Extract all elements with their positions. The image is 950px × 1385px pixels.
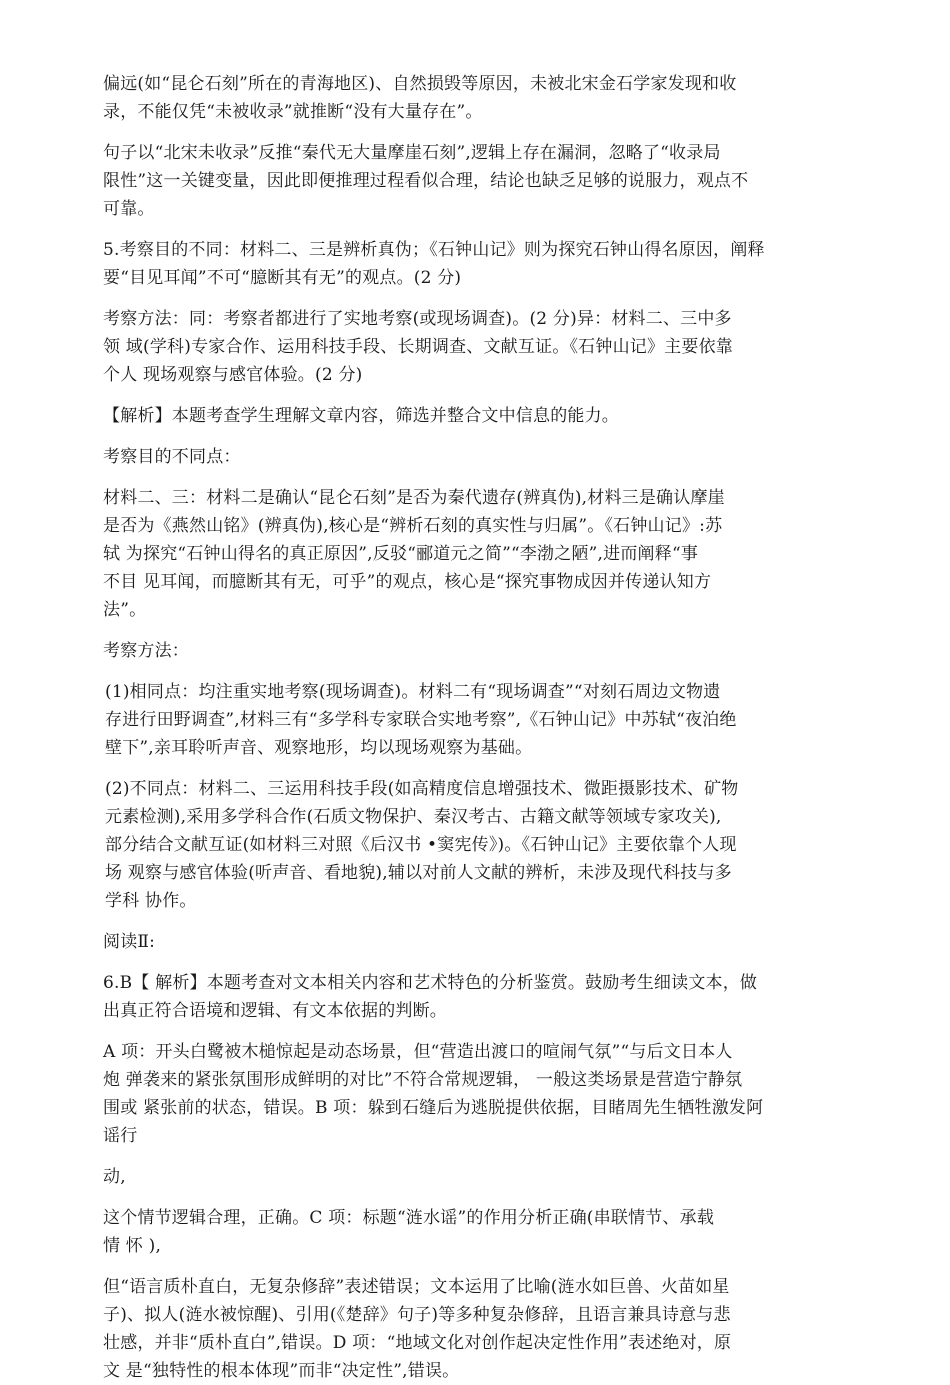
paragraph-kunlun-note	[103, 70, 854, 126]
text-line: 可靠。	[103, 199, 155, 219]
text-line: A 项：开头白鹭被木槌惊起是动态场景，但“营造出渡口的喧闹气氛”“与后文日本人	[103, 1042, 733, 1062]
text-line: 【解析】本题考查学生理解文章内容，筛选并整合文中信息的能力。	[103, 406, 619, 426]
paragraph-option-c	[103, 1204, 854, 1260]
text-line: (2)不同点：材料二、三运用科技手段(如高精度信息增强技术、微距摄影技术、矿物	[105, 779, 739, 799]
paragraph-analysis-heading	[103, 402, 854, 430]
text-line: 壮感，并非“质朴直白”,错误。D 项：“地域文化对创作起决定性作用”表述绝对，原	[103, 1333, 732, 1353]
text-line: (1)相同点：均注重实地考察(现场调查)。材料二有“现场调查”“对刻石周边文物遗	[105, 682, 721, 702]
text-line: 录，不能仅凭“未被收录”就推断“没有大量存在”。	[103, 102, 483, 122]
text-line: 炮 弹袭来的紧张氛围形成鲜明的对比”不符合常规逻辑， 一般这类场景是营造宁静氛	[103, 1070, 743, 1090]
text-line: 个人 现场观察与感官体验。(2 分)	[103, 365, 363, 385]
text-line: 偏远(如“昆仑石刻”所在的青海地区)、自然损毁等原因，未被北宋金石学家发现和收	[103, 74, 737, 94]
text-line: 情 怀 ),	[103, 1236, 162, 1256]
paragraph-question-6	[103, 969, 854, 1025]
text-line: 阅读Ⅱ:	[103, 932, 156, 952]
paragraph-method-heading	[103, 637, 854, 665]
text-line: 部分结合文献互证(如材料三对照《后汉书 •窦宪传》)。《石钟山记》主要依靠个人现	[105, 835, 737, 855]
paragraph-reading-2-heading	[103, 928, 854, 956]
text-line: 子)、拟人(涟水被惊醒)、引用(《楚辞》句子)等多种复杂修辞，且语言兼具诗意与悲	[103, 1305, 731, 1325]
paragraph-option-a-b	[103, 1038, 854, 1150]
text-line: 但“语言质朴直白，无复杂修辞”表述错误；文本运用了比喻(涟水如巨兽、火苗如星	[103, 1277, 730, 1297]
text-line: 法”。	[103, 600, 147, 620]
paragraph-option-c-d	[103, 1273, 854, 1385]
text-line: 是否为《燕然山铭》(辨真伪),核心是“辨析石刻的真实性与归属”。《石钟山记》:苏	[103, 516, 723, 536]
paragraph-option-b-cont	[103, 1163, 854, 1191]
text-line: 考察目的不同点：	[103, 447, 241, 467]
paragraph-purpose-difference-heading	[103, 443, 854, 471]
text-line: 材料二、三：材料二是确认“昆仑石刻”是否为秦代遗存(辨真伪),材料三是确认摩崖	[103, 488, 725, 508]
paragraph-question-5-purpose	[103, 236, 854, 292]
paragraph-question-5-method	[103, 305, 854, 389]
text-line: 壁下”,亲耳聆听声音、观察地形，均以现场观察为基础。	[105, 738, 533, 758]
text-line: 轼 为探究“石钟山得名的真正原因”,反驳“郦道元之简”“李渤之陋”,进而阐释“事	[103, 544, 699, 564]
text-line: 学科 协作。	[105, 891, 197, 911]
text-line: 不目 见耳闻，而臆断其有无，可乎”的观点，核心是“探究事物成因并传递认知方	[103, 572, 712, 592]
text-line: 这个情节逻辑合理，正确。C 项：标题“涟水谣”的作用分析正确(串联情节、承载	[103, 1208, 715, 1228]
text-line: 要“目见耳闻”不可“臆断其有无”的观点。(2 分)	[103, 268, 462, 288]
text-line: 考察方法：同：考察者都进行了实地考察(或现场调查)。(2 分)异：材料二、三中多	[103, 309, 732, 329]
text-line: 存进行田野调查”,材料三有“多学科专家联合实地考察”,《石钟山记》中苏轼“夜泊绝	[105, 710, 737, 730]
text-line: 领 域(学科)专家合作、运用科技手段、长期调查、文献互证。《石钟山记》主要依靠	[103, 337, 733, 357]
paragraph-method-difference	[103, 775, 854, 915]
paragraph-logic-flaw	[103, 139, 854, 223]
text-line: 6.B【 解析】本题考查对文本相关内容和艺术特色的分析鉴赏。鼓励考生细读文本，做	[103, 973, 758, 993]
text-line: 场 观察与感官体验(听声音、看地貌),辅以对前人文献的辨析，未涉及现代科技与多	[105, 863, 732, 883]
text-line: 5.考察目的不同：材料二、三是辨析真伪；《石钟山记》则为探究石钟山得名原因，阐释	[103, 240, 765, 260]
text-line: 出真正符合语境和逻辑、有文本依据的判断。	[103, 1001, 447, 1021]
text-line: 元素检测),采用多学科合作(石质文物保护、秦汉考古、古籍文献等领域专家攻关),	[105, 807, 722, 827]
paragraph-method-similarity	[103, 678, 854, 762]
text-line: 围或 紧张前的状态，错误。B 项：躲到石缝后为逃脱提供依据，目睹周先生牺牲激发阿	[103, 1098, 764, 1118]
text-line: 动,	[103, 1167, 126, 1187]
text-line: 文 是“独特性的根本体现”而非“决定性”,错误。	[103, 1361, 460, 1381]
paragraph-purpose-difference	[103, 484, 854, 624]
text-line: 限性”这一关键变量，因此即便推理过程看似合理，结论也缺乏足够的说服力，观点不	[103, 171, 749, 191]
text-line: 考察方法：	[103, 641, 189, 661]
text-line: 句子以“北宋未收录”反推“秦代无大量摩崖石刻”,逻辑上存在漏洞，忽略了“收录局	[103, 143, 721, 163]
text-line: 谣行	[103, 1126, 138, 1146]
